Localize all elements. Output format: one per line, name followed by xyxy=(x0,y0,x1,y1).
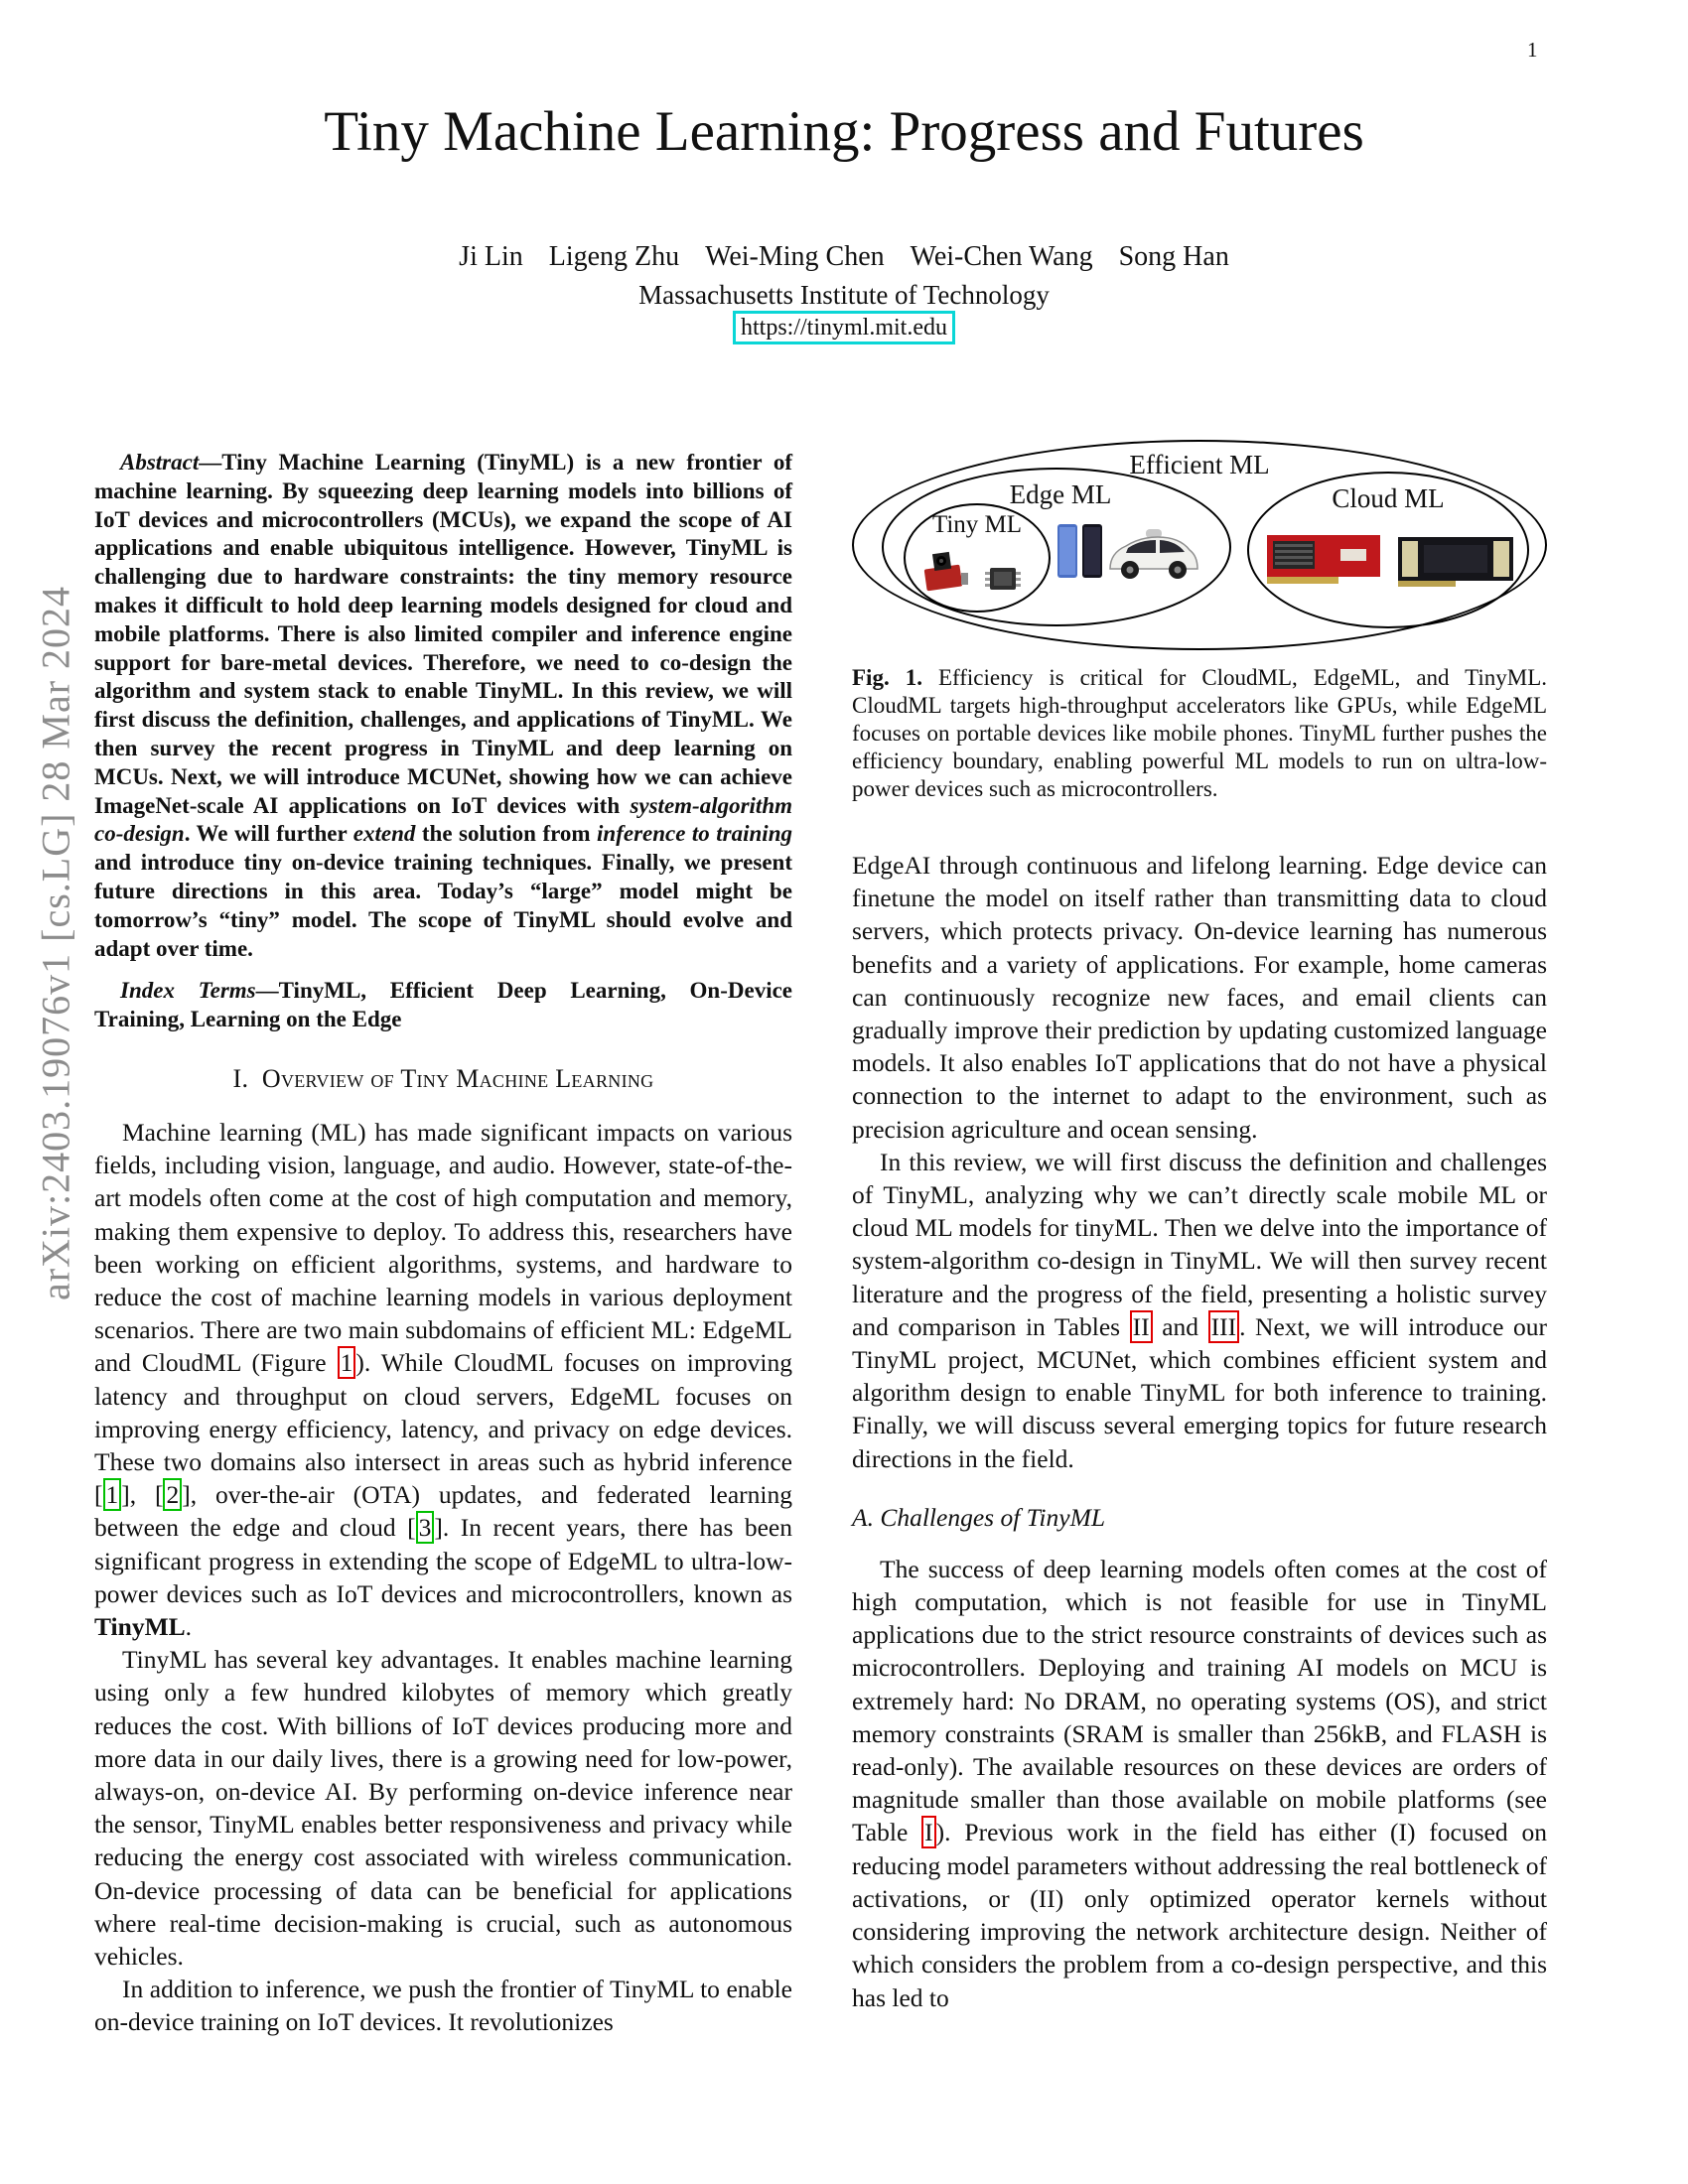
arxiv-watermark: arXiv:2403.19076v1 [cs.LG] 28 Mar 2024 xyxy=(33,585,78,1301)
index-terms: Index Terms—TinyML, Efficient Deep Learning, On-Device Training, Learning on the Edge xyxy=(94,978,793,1032)
body-paragraph-overview-3: In addition to inference, we push the frontier of TinyML to enable on-device training on IoT devices. It revolutionizes xyxy=(94,1975,792,2037)
author-name: Wei-Ming Chen xyxy=(705,241,885,272)
left-column xyxy=(94,449,792,2039)
paper-url-link[interactable]: https://tinyml.mit.edu xyxy=(733,311,955,344)
page-number: 1 xyxy=(1527,38,1538,62)
table-1-ref[interactable]: I xyxy=(921,1816,936,1848)
citation-1-link[interactable]: 1 xyxy=(103,1478,122,1511)
section-1-heading: I. Overview of Tiny Machine Learning xyxy=(232,1063,654,1093)
citation-3-link[interactable]: 3 xyxy=(416,1511,435,1544)
gpu-card-red-icon xyxy=(1265,531,1386,589)
right-column xyxy=(852,440,1547,2014)
smartphones-icon xyxy=(1056,521,1104,581)
subsection-a-heading: A. Challenges of TinyML xyxy=(852,1502,1105,1532)
paper-url-row xyxy=(0,315,1688,341)
figure-1-caption: Fig. 1. Efficiency is critical for CloudML, EdgeML, and TinyML. CloudML targets high-throughput accelerators like GPUs, while EdgeML focuses on portable devices like mobile phones. TinyML further pushes the efficiency boundary, enabling powerful ML models to run on ultra-low-power devices such as microcontrollers. xyxy=(852,665,1547,801)
affiliation: Massachusetts Institute of Technology xyxy=(638,280,1050,310)
author-name: Ligeng Zhu xyxy=(548,241,680,272)
body-paragraph-continuation: EdgeAI through continuous and lifelong learning. Edge device can finetune the model on itself rather than transmitting data to cloud servers, which protects privacy. On-device learning has numerous benefits and a variety of applications. For example, home cameras can continuously recognize new faces, and email clients can gradually improve their prediction by updating customized language models. It also enables IoT applications that do not have a physical connection to the internet to adapt to the environment, such as precision agriculture and ocean sensing. xyxy=(852,851,1547,1144)
figure-1-ref[interactable]: 1 xyxy=(338,1346,356,1379)
body-paragraph-overview-2: TinyML has several key advantages. It enables machine learning using only a few hundred kilobytes of memory which greatly reduces the cost. With billions of IoT devices producing more and more data in our daily lives, there is a growing need for low-power, always-on, on-device AI. By performing on-device inference near the sensor, TinyML enables better responsiveness and privacy while reducing the energy cost associated with wireless communication. On-device processing of data can be beneficial for applications where real-time decision-making is crucial, such as autonomous vehicles. xyxy=(94,1645,792,1972)
gpu-card-black-icon xyxy=(1396,535,1517,589)
table-2-ref[interactable]: II xyxy=(1130,1310,1153,1343)
tiny-ml-label: Tiny ML xyxy=(931,511,1023,538)
author-name: Song Han xyxy=(1118,241,1229,272)
table-3-ref[interactable]: III xyxy=(1208,1310,1239,1343)
body-paragraph-challenges: The success of deep learning models often comes at the cost of high computation, which is not feasible for use in TinyML applications due to the strict resource constraints of devices such as microcontrollers. Deploying and training AI models on MCU is extremely hard: No DRAM, no operating systems (OS), and strict memory constraints (SRAM is smaller than 256kB, and FLASH is read-only). The available resources on these devices are orders of magnitude smaller than those available on mobile platforms (see Table I ). Previous work in the field has either (I) focused on reducing model parameters without addressing the real bottleneck of activations, or (II) only optimized operator kernels without considering improving the network architecture design. Neither of which considers the problem from a co-design perspective, and this has led to xyxy=(852,1554,1547,2012)
abstract-paragraph: Abstract—Tiny Machine Learning (TinyML) is a new frontier of machine learning. By squeezing deep learning models into billions of IoT devices and microcontrollers (MCUs), we expand the scope of AI applications and enable ubiquitous intelligence. However, TinyML is challenging due to hardware constraints: the tiny memory resource makes it difficult to hold deep learning models designed for cloud and mobile platforms. There is also limited compiler and inference engine support for bare-metal devices. Therefore, we need to co-design the algorithm and system stack to enable TinyML. In this review, we will first discuss the definition, challenges, and applications of TinyML. We then survey the recent progress in TinyML and deep learning on MCUs. Next, we will introduce MCUNet, showing how we can achieve ImageNet-scale AI applications on IoT devices with system-algorithm co-design. We will further extend the solution from inference to training and introduce tiny on-device training techniques. Finally, we present future directions in this area. Today’s “large” model might be tomorrow’s “tiny” model. The scope of TinyML should evolve and adapt over time. xyxy=(94,450,792,961)
edge-ml-label: Edge ML xyxy=(1009,479,1112,509)
author-list xyxy=(0,241,1688,273)
citation-2-link[interactable]: 2 xyxy=(163,1478,182,1511)
mcu-board-icon xyxy=(921,549,973,595)
cloud-ml-label: Cloud ML xyxy=(1332,483,1445,513)
efficient-ml-label: Efficient ML xyxy=(1129,450,1270,479)
autonomous-car-icon xyxy=(1104,527,1201,583)
paper-title: Tiny Machine Learning: Progress and Futures xyxy=(324,100,1364,163)
author-name: Wei-Chen Wang xyxy=(910,241,1093,272)
body-paragraph-overview-1: Machine learning (ML) has made significant impacts on various fields, including vision, language, and audio. However, state-of-the-art models often come at the cost of high computation and memory, making them expensive to deploy. To address this, researchers have been working on efficient algorithms, systems, and hardware to reduce the cost of machine learning models in various deployment scenarios. There are two main subdomains of efficient ML: EdgeML and CloudML (Figure 1 ). While CloudML focuses on improving latency and throughput on cloud servers, EdgeML focuses on improving energy efficiency, latency, and privacy on edge devices. These two domains also intersect in areas such as hybrid inference [ 1 ], [ 2 ], over-the-air (OTA) updates, and federated learning between the edge and cloud [ 3 ]. In recent years, there has been significant progress in extending the scope of EdgeML to ultra-low-power devices such as IoT devices and microcontrollers, known as TinyML. xyxy=(94,1117,792,1641)
figure-1 xyxy=(852,440,1547,650)
body-paragraph-review-outline: In this review, we will first discuss the definition and challenges of TinyML, analyzing why we can’t directly scale mobile ML or cloud ML models for tinyML. Then we delve into the importance of system-algorithm co-design in TinyML. We will then survey recent literature and the progress of the field, presenting a holistic survey and comparison in Tables II and III . Next, we will introduce our TinyML project, MCUNet, which combines efficient system and algorithm design to enable TinyML for both inference to training. Finally, we will discuss several emerging topics for future research directions in the field. xyxy=(852,1147,1547,1473)
author-name: Ji Lin xyxy=(459,241,523,272)
chip-icon xyxy=(983,563,1023,595)
